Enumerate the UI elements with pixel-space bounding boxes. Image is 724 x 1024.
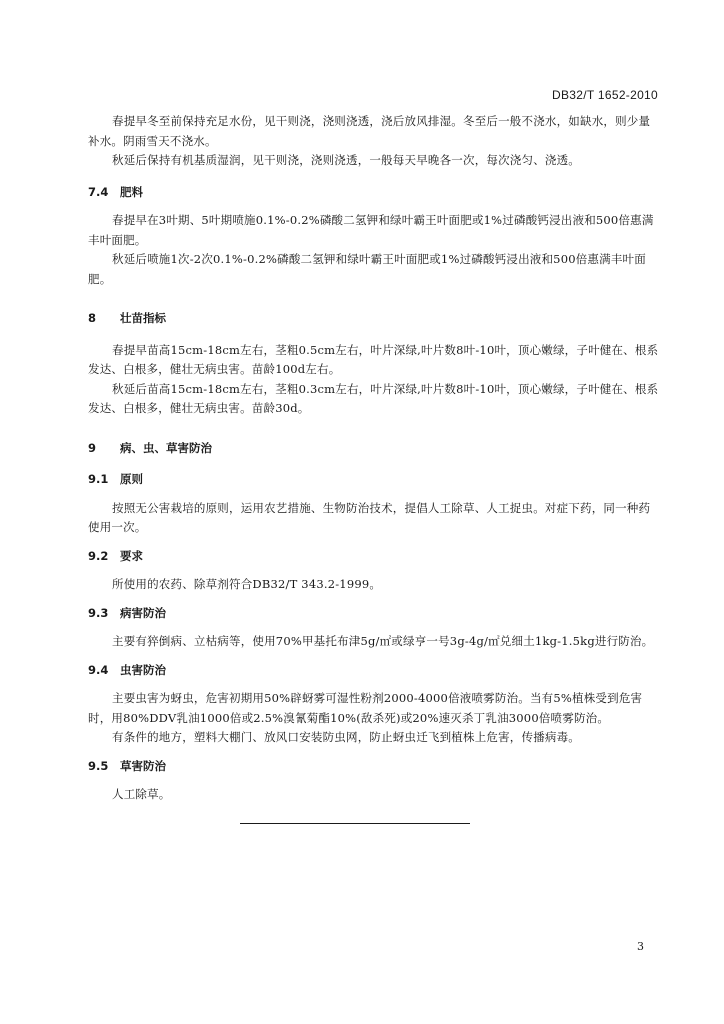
section-title: 病、虫、草害防治 — [120, 440, 213, 455]
section-number: 9.2 — [88, 548, 109, 563]
page-number: 3 — [637, 940, 644, 953]
section-number: 9 — [88, 440, 97, 455]
section-title: 要求 — [120, 548, 144, 563]
section-heading — [88, 470, 660, 490]
paragraph: 主要虫害为蚜虫，危害初期用50%辟蚜雾可湿性粉剂2000-4000倍液喷雾防治。当有5%植株受到危害时，用80%DDV乳油1000倍或2.5%溴氰菊酯10%(敌杀死)或20%速灭杀丁乳油3000倍喷雾防治。 — [88, 691, 643, 725]
section-title: 肥料 — [120, 184, 144, 199]
section-heading — [88, 309, 660, 329]
paragraph: 春提早在3叶期、5叶期喷施0.1%-0.2%磷酸二氢钾和绿叶霸王叶面肥或1%过磷酸钙浸出液和500倍惠满丰叶面肥。 — [88, 213, 654, 247]
section-title: 壮苗指标 — [120, 311, 167, 325]
page-content — [88, 112, 660, 805]
section-number: 8 — [88, 311, 97, 325]
document-code: DB32/T 1652-2010 — [552, 88, 658, 102]
paragraph: 秋延后喷施1次-2次0.1%-0.2%磷酸二氢钾和绿叶霸王叶面肥或1%过磷酸钙浸出液和500倍惠满丰叶面肥。 — [88, 252, 646, 286]
section-title: 病害防治 — [120, 605, 167, 620]
paragraph: 秋延后保持有机基质湿润，见干则浇，浇则浇透，一般每天早晚各一次，每次浇匀、浇透。 — [112, 153, 580, 167]
paragraph: 按照无公害栽培的原则，运用农艺措施、生物防治技术，提倡人工除草、人工捉虫。对症下药，同一种药使用一次。 — [88, 500, 651, 534]
end-of-text-rule — [240, 823, 470, 824]
section-title: 草害防治 — [120, 758, 167, 773]
paragraph: 所使用的农药、除草剂符合DB32/T 343.2-1999。 — [112, 577, 382, 591]
section-heading — [88, 439, 660, 459]
paragraph: 春提早苗高15cm-18cm左右，茎粗0.5cm左右，叶片深绿,叶片数8叶-10叶，顶心嫩绿，子叶健在、根系发达、白根多，健壮无病虫害。苗龄100d左右。 — [88, 342, 659, 376]
section-heading — [88, 757, 660, 777]
paragraph: 秋延后苗高15cm-18cm左右，茎粗0.3cm左右，叶片深绿,叶片数8叶-10叶，顶心嫩绿，子叶健在、根系发达、白根多，健壮无病虫害。苗龄30d。 — [88, 381, 659, 415]
section-number: 9.3 — [88, 605, 109, 620]
section-number: 7.4 — [88, 184, 109, 199]
section-number: 9.1 — [88, 472, 109, 486]
section-number: 9.4 — [88, 662, 109, 677]
section-heading — [88, 547, 660, 567]
section-title: 原则 — [120, 472, 144, 486]
section-heading — [88, 661, 660, 681]
paragraph: 春提早冬至前保持充足水份，见干则浇，浇则浇透，浇后放风排湿。冬至后一般不浇水，如缺水，则少量补水。阴雨雪天不浇水。 — [88, 114, 651, 148]
section-heading — [88, 183, 660, 203]
paragraph: 主要有猝倒病、立枯病等，使用70%甲基托布津5g/㎡或绿亨一号3g-4g/㎡兑细土1kg-1.5kg进行防治。 — [112, 634, 654, 648]
section-title: 虫害防治 — [120, 662, 167, 677]
paragraph: 人工除草。 — [112, 787, 171, 801]
paragraph: 有条件的地方，塑料大棚门、放风口安装防虫网，防止蚜虫迁飞到植株上危害，传播病毒。 — [112, 730, 580, 744]
section-number: 9.5 — [88, 758, 109, 773]
section-heading — [88, 604, 660, 624]
